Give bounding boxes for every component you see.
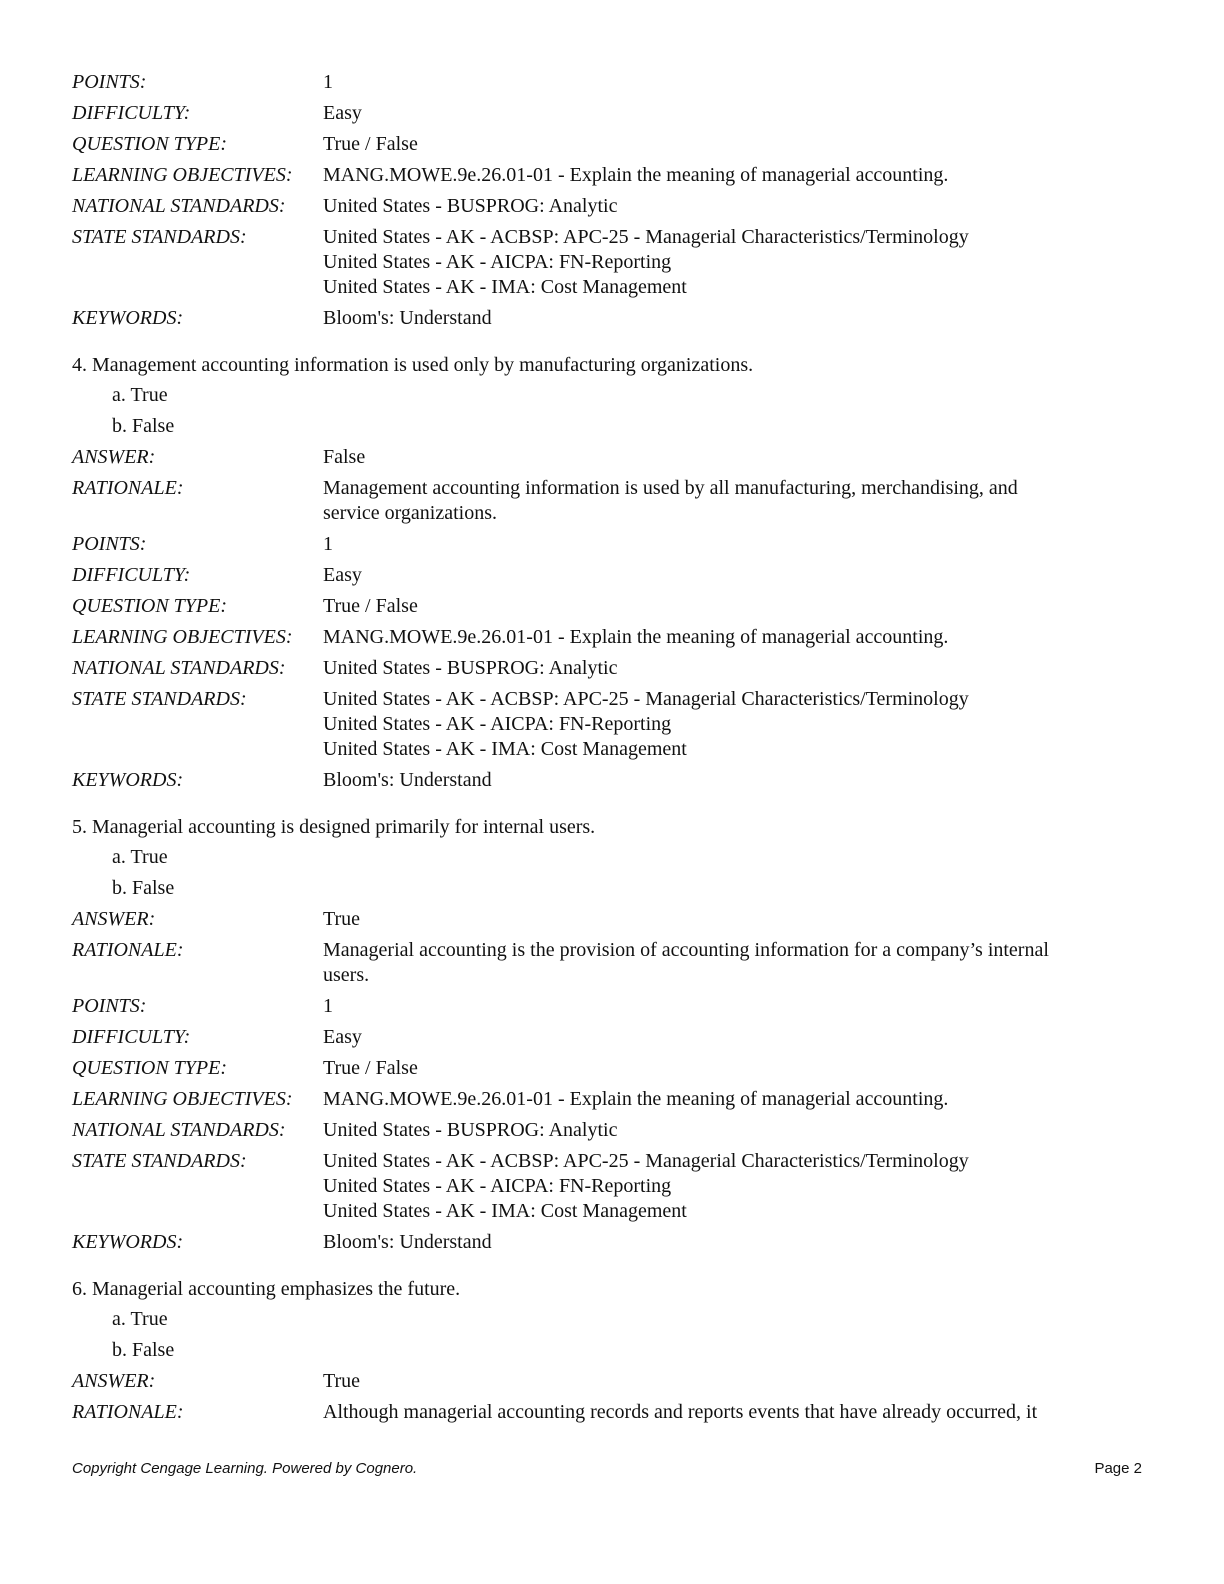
learning-objectives-row [72, 163, 1152, 188]
national-standards-label: NATIONAL STANDARDS: [72, 195, 286, 217]
answer-label: ANSWER: [72, 1370, 156, 1392]
learning-objectives-value: MANG.MOWE.9e.26.01-01 - Explain the meaning of managerial accounting. [323, 626, 949, 648]
national-standards-row [72, 194, 1152, 219]
difficulty-value: Easy [323, 564, 362, 586]
keywords-label: KEYWORDS: [72, 1231, 184, 1253]
learning-objectives-value: MANG.MOWE.9e.26.01-01 - Explain the meaning of managerial accounting. [323, 1088, 949, 1110]
question-4 [72, 353, 1152, 793]
state-standard: United States - AK - ACBSP: APC-25 - Managerial Characteristics/Terminology [323, 1150, 969, 1172]
national-standards-value: United States - BUSPROG: Analytic [323, 1119, 618, 1141]
choice-a: a. True [112, 384, 168, 406]
state-standards-label: STATE STANDARDS: [72, 688, 247, 710]
learning-objectives-label: LEARNING OBJECTIVES: [72, 626, 293, 648]
question-type-label: QUESTION TYPE: [72, 1057, 228, 1079]
national-standards-value: United States - BUSPROG: Analytic [323, 195, 618, 217]
question-type-label: QUESTION TYPE: [72, 133, 228, 155]
state-standard: United States - AK - IMA: Cost Management [323, 738, 687, 760]
difficulty-label: DIFFICULTY: [72, 1026, 191, 1048]
question-5 [72, 815, 1152, 1255]
question-type-row [72, 132, 1152, 157]
state-standards-value [323, 1149, 1152, 1224]
choice-a: a. True [112, 1308, 168, 1330]
state-standards-label: STATE STANDARDS: [72, 1150, 247, 1172]
answer-label: ANSWER: [72, 446, 156, 468]
choice-b: b. False [112, 415, 175, 437]
points-value: 1 [323, 995, 333, 1017]
difficulty-value: Easy [323, 1026, 362, 1048]
points-label: POINTS: [72, 995, 147, 1017]
answer-row [72, 445, 1152, 470]
keywords-row [72, 768, 1152, 793]
learning-objectives-value: MANG.MOWE.9e.26.01-01 - Explain the meaning of managerial accounting. [323, 164, 949, 186]
learning-objectives-row [72, 1087, 1152, 1112]
learning-objectives-label: LEARNING OBJECTIVES: [72, 164, 293, 186]
national-standards-row [72, 1118, 1152, 1143]
points-label: POINTS: [72, 71, 147, 93]
state-standard: United States - AK - ACBSP: APC-25 - Managerial Characteristics/Terminology [323, 226, 969, 248]
question-type-value: True / False [323, 595, 418, 617]
rationale-value [323, 938, 1152, 988]
difficulty-label: DIFFICULTY: [72, 564, 191, 586]
rationale-row [72, 476, 1152, 526]
state-standard: United States - AK - AICPA: FN-Reporting [323, 251, 672, 273]
choice-b: b. False [112, 1339, 175, 1361]
state-standard: United States - AK - ACBSP: APC-25 - Managerial Characteristics/Terminology [323, 688, 969, 710]
state-standard: United States - AK - AICPA: FN-Reporting [323, 713, 672, 735]
rationale-label: RATIONALE: [72, 939, 184, 961]
page-number: Page 2 [1094, 1460, 1142, 1477]
choice-a: a. True [112, 846, 168, 868]
state-standards-value [323, 687, 1152, 762]
keywords-label: KEYWORDS: [72, 307, 184, 329]
points-row [72, 532, 1152, 557]
difficulty-row [72, 563, 1152, 588]
question-type-value: True / False [323, 133, 418, 155]
rationale-line: Management accounting information is used by all manufacturing, merchandising, and [323, 477, 1018, 499]
question-6 [72, 1277, 1152, 1425]
national-standards-row [72, 656, 1152, 681]
answer-value: False [323, 446, 366, 468]
state-standards-value [323, 225, 1152, 300]
answer-value: True [323, 1370, 361, 1392]
keywords-value: Bloom's: Understand [323, 769, 492, 791]
rationale-line: Although managerial accounting records and reports events that have already occurred, it [323, 1401, 1038, 1423]
state-standard: United States - AK - IMA: Cost Management [323, 276, 687, 298]
state-standards-label: STATE STANDARDS: [72, 226, 247, 248]
state-standard: United States - AK - IMA: Cost Management [323, 1200, 687, 1222]
learning-objectives-row [72, 625, 1152, 650]
points-row [72, 70, 1152, 95]
keywords-value: Bloom's: Understand [323, 307, 492, 329]
answer-row [72, 907, 1152, 932]
rationale-value [323, 476, 1152, 526]
rationale-label: RATIONALE: [72, 477, 184, 499]
answer-value: True [323, 908, 361, 930]
answer-row [72, 1369, 1152, 1394]
question-3-metadata [72, 70, 1152, 331]
state-standards-row [72, 1149, 1152, 1224]
national-standards-label: NATIONAL STANDARDS: [72, 1119, 286, 1141]
choice-b: b. False [112, 877, 175, 899]
question-type-row [72, 594, 1152, 619]
rationale-row [72, 938, 1152, 988]
learning-objectives-label: LEARNING OBJECTIVES: [72, 1088, 293, 1110]
rationale-value [323, 1400, 1152, 1425]
question-text: 6. Managerial accounting emphasizes the future. [72, 1278, 461, 1300]
difficulty-label: DIFFICULTY: [72, 102, 191, 124]
rationale-line: Managerial accounting is the provision of accounting information for a company’s internal [323, 939, 1049, 961]
difficulty-row [72, 1025, 1152, 1050]
keywords-value: Bloom's: Understand [323, 1231, 492, 1253]
copyright-text: Copyright Cengage Learning. Powered by Cognero. [72, 1460, 418, 1477]
difficulty-value: Easy [323, 102, 362, 124]
state-standard: United States - AK - AICPA: FN-Reporting [323, 1175, 672, 1197]
state-standards-row [72, 687, 1152, 762]
question-type-value: True / False [323, 1057, 418, 1079]
page-footer [72, 1460, 1142, 1477]
points-label: POINTS: [72, 533, 147, 555]
state-standards-row [72, 225, 1152, 300]
national-standards-label: NATIONAL STANDARDS: [72, 657, 286, 679]
rationale-row [72, 1400, 1152, 1425]
points-row [72, 994, 1152, 1019]
question-text: 5. Managerial accounting is designed primarily for internal users. [72, 816, 596, 838]
rationale-line: service organizations. [323, 502, 498, 524]
points-value: 1 [323, 533, 333, 555]
keywords-row [72, 1230, 1152, 1255]
rationale-label: RATIONALE: [72, 1401, 184, 1423]
difficulty-row [72, 101, 1152, 126]
answer-label: ANSWER: [72, 908, 156, 930]
national-standards-value: United States - BUSPROG: Analytic [323, 657, 618, 679]
keywords-label: KEYWORDS: [72, 769, 184, 791]
rationale-line: users. [323, 964, 370, 986]
question-type-row [72, 1056, 1152, 1081]
points-value: 1 [323, 71, 333, 93]
question-type-label: QUESTION TYPE: [72, 595, 228, 617]
document-page [72, 70, 1152, 1431]
question-text: 4. Management accounting information is used only by manufacturing organizations. [72, 354, 754, 376]
keywords-row [72, 306, 1152, 331]
